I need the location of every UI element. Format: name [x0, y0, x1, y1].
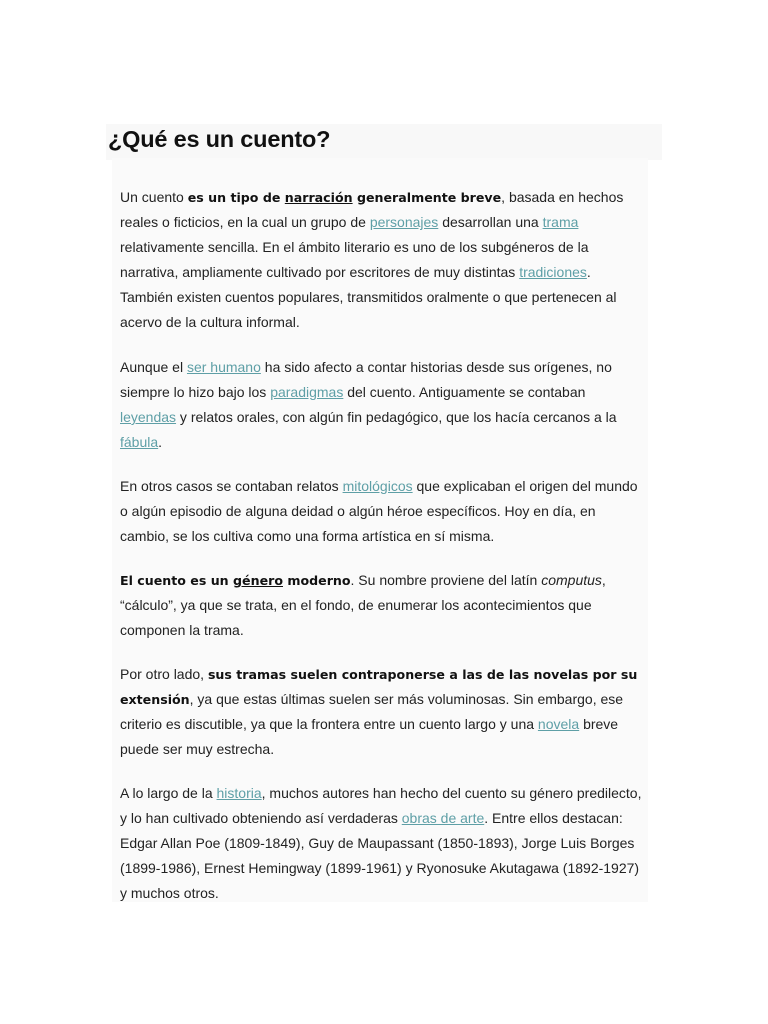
text-run: Por otro lado, [120, 666, 208, 682]
link-ser-humano[interactable]: ser humano [186, 359, 261, 375]
text-run: , muchos autores han hecho del cuento su género predilecto, y lo han cultivado obteniendo así verdaderas [120, 785, 642, 826]
genero-term: género [233, 573, 283, 588]
text-run: Aunque el [120, 359, 187, 375]
paragraph-length [120, 662, 644, 762]
paragraph-definition [120, 185, 644, 335]
text-run: que explicaban el origen del mundo o algún episodio de alguna deidad o algún héroe específicos. Hoy en día, en cambio, se los cultiva como una forma artística en sí misma. [120, 478, 638, 544]
page-title: ¿Qué es un cuento? [108, 126, 331, 152]
text-run: En otros casos se contaban relatos [120, 478, 343, 494]
link-trama[interactable]: trama [542, 214, 579, 230]
text-run: , “cálculo”, ya que se trata, en el fondo, de enumerar los acontecimientos que componen la trama. [120, 572, 606, 638]
text-run: desarrollan una [438, 214, 543, 230]
link-novela[interactable]: novela [537, 716, 580, 732]
link-mitologicos[interactable]: mitológicos [342, 478, 413, 494]
latin-term: computus [541, 572, 602, 588]
text-run: breve puede ser muy estrecha. [120, 716, 619, 757]
text-run: ha sido afecto a contar historias desde sus orígenes, no siempre lo hizo bajo los [120, 359, 612, 400]
paragraph-myths [120, 474, 644, 549]
text-run: . [158, 434, 163, 450]
link-historia[interactable]: historia [216, 785, 262, 801]
link-leyendas[interactable]: leyendas [120, 409, 177, 425]
link-fabula[interactable]: fábula [120, 434, 159, 450]
text-run: relativamente sencilla. En el ámbito literario es uno de los subgéneros de la narrativa, ampliamente cultivado por escritores de muy distintas [120, 239, 589, 280]
text-run: , basada en hechos reales o ficticios, en la cual un grupo de [120, 189, 624, 230]
bold-run: sus tramas suelen contraponerse a las de las novelas por su extensión [120, 667, 638, 707]
text-run: y relatos orales, con algún fin pedagógico, que los hacía cercanos a la [176, 409, 617, 425]
bold-run: es un tipo de narración generalmente breve [187, 190, 502, 205]
text-run: Un cuento [120, 189, 188, 205]
text-run: , ya que estas últimas suelen ser más voluminosas. Sin embargo, ese criterio es discutible, ya que la frontera entre un cuento largo y una [120, 691, 624, 732]
text-run: . También existen cuentos populares, transmitidos oralmente o que pertenecen al acervo de la cultura informal. [120, 264, 617, 330]
paragraph-authors [120, 781, 644, 906]
text-run: A lo largo de la [120, 785, 217, 801]
paragraph-origins [120, 355, 644, 455]
link-personajes[interactable]: personajes [369, 214, 439, 230]
text-run: . Su nombre proviene del latín [350, 572, 542, 588]
link-paradigmas[interactable]: paradigmas [270, 384, 344, 400]
text-run: . Entre ellos destacan: Edgar Allan Poe (1809-1849), Guy de Maupassant (1850-1893), Jorge Luis Borges (1899-1986), Ernest Hemingway (1899-1961) y Ryonosuke Akutagawa (1892-1927) y muchos otros. [120, 810, 640, 901]
link-tradiciones[interactable]: tradiciones [519, 264, 587, 280]
narracion-term: narración [284, 190, 353, 205]
paragraph-modern-genre [120, 568, 644, 643]
bold-run: El cuento es un género moderno [120, 573, 351, 588]
link-obras-de-arte[interactable]: obras de arte [401, 810, 485, 826]
text-run: del cuento. Antiguamente se contaban [343, 384, 586, 400]
